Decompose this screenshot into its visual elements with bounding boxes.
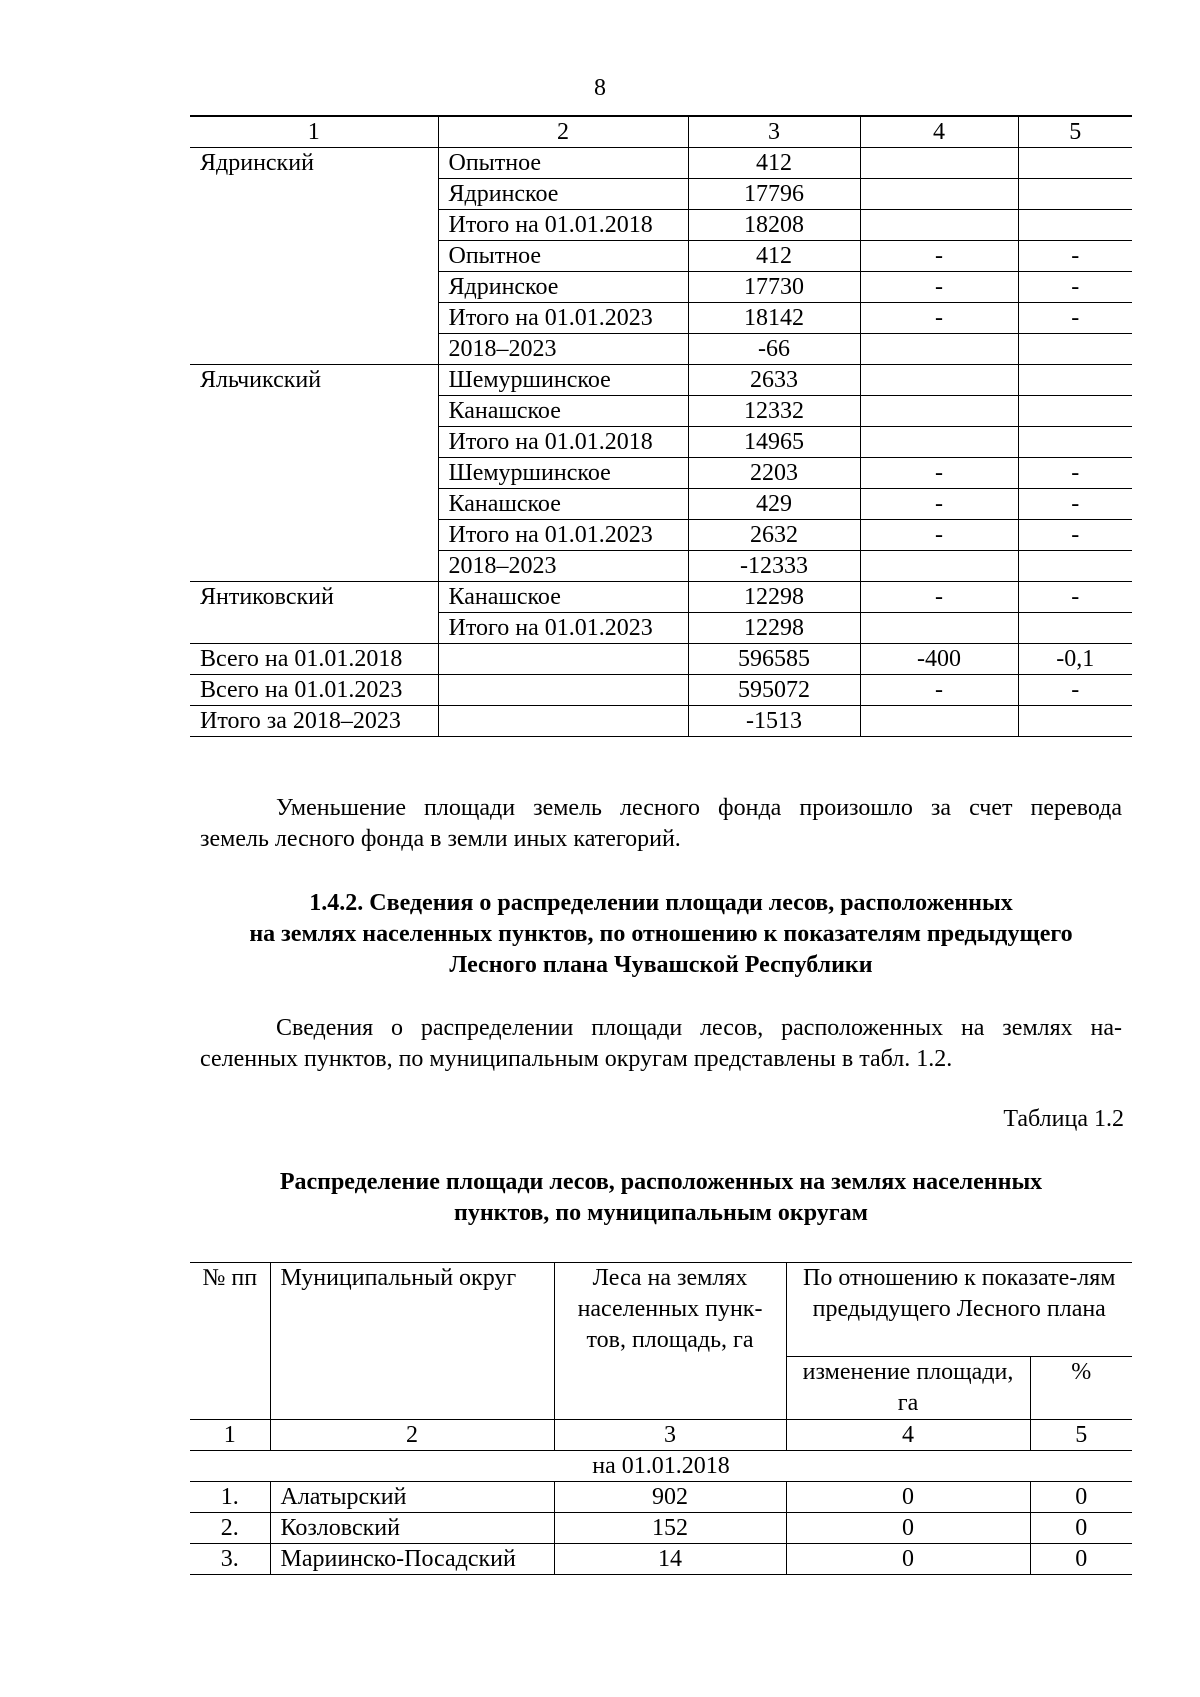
change-cell [860,210,1018,241]
column-number-cell: 4 [786,1420,1030,1451]
forestry-cell: Итого на 01.01.2023 [438,303,688,334]
area-cell: 12298 [688,613,860,644]
section-heading-line: на землях населенных пунктов, по отношению к показателям предыдущего [249,921,1073,947]
district-cell: Яльчикский [190,365,438,582]
change-cell [860,427,1018,458]
area-cell: 14 [554,1544,786,1575]
column-number-cell: 2 [270,1420,554,1451]
forestry-cell: Итого на 01.01.2018 [438,210,688,241]
forestry-cell: Канашское [438,489,688,520]
area-cell: 412 [688,148,860,179]
change-cell: - [860,489,1018,520]
column-number-cell: 5 [1030,1420,1132,1451]
table-row [190,582,1132,613]
total-row [190,675,1132,706]
paragraph-line: Уменьшение площади земель лесного фонда произошло за счет перевода [276,795,1122,821]
table2-title [190,1167,1132,1229]
area-cell: 429 [688,489,860,520]
column-number-cell: 5 [1018,116,1132,148]
column-number-row [190,1420,1132,1451]
percent-cell [1018,613,1132,644]
percent-cell: - [1018,303,1132,334]
section-heading-line: Лесного плана Чувашской Республики [449,952,873,978]
forestry-cell: Канашское [438,582,688,613]
forestry-cell [438,644,688,675]
change-cell: - [860,272,1018,303]
paragraph-line: земель лесного фонда в земли иных категорий. [200,826,681,852]
table-row [190,1544,1132,1575]
district-cell: Алатырский [270,1482,554,1513]
forestry-cell [438,675,688,706]
column-number-cell: 4 [860,116,1018,148]
header-num: № пп [190,1263,270,1420]
change-cell [860,706,1018,737]
row-number-cell: 2. [190,1513,270,1544]
total-row [190,644,1132,675]
area-cell: -1513 [688,706,860,737]
area-cell: 596585 [688,644,860,675]
change-cell [860,179,1018,210]
forestry-cell: Опытное [438,148,688,179]
percent-cell: 0 [1030,1482,1132,1513]
area-cell: 2632 [688,520,860,551]
header-district: Муниципальный округ [270,1263,554,1420]
change-cell [860,365,1018,396]
change-cell: 0 [786,1544,1030,1575]
forestry-cell: Опытное [438,241,688,272]
settlement-forests-table [190,1262,1132,1575]
percent-cell: - [1018,241,1132,272]
area-cell: 18208 [688,210,860,241]
change-cell [860,613,1018,644]
forestry-cell: Канашское [438,396,688,427]
change-cell [860,551,1018,582]
row-number-cell: 3. [190,1544,270,1575]
forestry-cell: Шемуршинское [438,365,688,396]
change-cell [860,396,1018,427]
paragraph-line: селенных пунктов, по муниципальным округам представлены в табл. 1.2. [200,1046,953,1072]
section-label-cell: на 01.01.2018 [190,1451,1132,1482]
percent-cell: - [1018,458,1132,489]
page-number: 8 [594,75,606,101]
total-row [190,706,1132,737]
percent-cell: 0 [1030,1544,1132,1575]
change-cell: 0 [786,1482,1030,1513]
table-row [190,1513,1132,1544]
forestry-cell: 2018–2023 [438,334,688,365]
change-cell: - [860,675,1018,706]
area-cell: 2203 [688,458,860,489]
area-cell: 12298 [688,582,860,613]
area-cell: 595072 [688,675,860,706]
table2-title-line: Распределение площади лесов, расположенных на землях населенных [279,1169,1043,1195]
change-cell [860,148,1018,179]
district-cell: Ядринский [190,148,438,365]
table-caption: Таблица 1.2 [1003,1106,1124,1132]
percent-cell [1018,706,1132,737]
area-cell: -66 [688,334,860,365]
header-change: изменение площади, га [786,1356,1030,1419]
percent-cell: - [1018,272,1132,303]
column-number-cell: 3 [554,1420,786,1451]
area-cell: 17796 [688,179,860,210]
change-cell: - [860,458,1018,489]
header-area: Леса на землях населенных пунк-тов, площадь, га [554,1263,786,1420]
forest-fund-table [190,115,1132,737]
percent-cell [1018,551,1132,582]
table2-title-line: пунктов, по муниципальным округам [453,1200,869,1226]
forestry-cell: Итого на 01.01.2023 [438,613,688,644]
column-number-cell: 1 [190,116,438,148]
total-label-cell: Итого за 2018–2023 [190,706,438,737]
area-cell: 152 [554,1513,786,1544]
percent-cell: - [1018,520,1132,551]
change-cell: - [860,520,1018,551]
forestry-cell: Шемуршинское [438,458,688,489]
forestry-cell [438,706,688,737]
section-heading [190,888,1132,981]
percent-cell [1018,396,1132,427]
area-cell: 2633 [688,365,860,396]
paragraph-distribution-cont [200,1044,1122,1075]
change-cell: 0 [786,1513,1030,1544]
area-cell: 18142 [688,303,860,334]
column-number-cell: 2 [438,116,688,148]
percent-cell [1018,427,1132,458]
paragraph-forest-decrease-cont [200,824,1122,855]
area-cell: 12332 [688,396,860,427]
area-cell: 902 [554,1482,786,1513]
forestry-cell: 2018–2023 [438,551,688,582]
table-row [190,148,1132,179]
percent-cell: 0 [1030,1513,1132,1544]
percent-cell [1018,210,1132,241]
percent-cell: -0,1 [1018,644,1132,675]
percent-cell [1018,365,1132,396]
column-number-cell: 3 [688,116,860,148]
percent-cell: - [1018,582,1132,613]
section-heading-line: 1.4.2. Сведения о распределении площади лесов, расположенных [309,890,1013,916]
table-row [190,1482,1132,1513]
column-number-row [190,116,1132,148]
total-label-cell: Всего на 01.01.2018 [190,644,438,675]
district-cell: Козловский [270,1513,554,1544]
percent-cell: - [1018,489,1132,520]
change-cell: -400 [860,644,1018,675]
percent-cell [1018,334,1132,365]
header-percent: % [1030,1356,1132,1419]
change-cell [860,334,1018,365]
paragraph-line: Сведения о распределении площади лесов, расположенных на землях на- [276,1015,1122,1041]
row-number-cell: 1. [190,1482,270,1513]
column-number-cell: 1 [190,1420,270,1451]
percent-cell: - [1018,675,1132,706]
district-cell: Янтиковский [190,582,438,644]
forestry-cell: Итого на 01.01.2018 [438,427,688,458]
percent-cell [1018,148,1132,179]
area-cell: 17730 [688,272,860,303]
change-cell: - [860,241,1018,272]
forestry-cell: Ядринское [438,179,688,210]
table2-header-row [190,1263,1132,1357]
section-row [190,1451,1132,1482]
header-comparison: По отношению к показате-лям предыдущего Лесного плана [786,1263,1132,1357]
percent-cell [1018,179,1132,210]
table-row [190,365,1132,396]
forestry-cell: Ядринское [438,272,688,303]
total-label-cell: Всего на 01.01.2023 [190,675,438,706]
district-cell: Мариинско-Посадский [270,1544,554,1575]
forestry-cell: Итого на 01.01.2023 [438,520,688,551]
area-cell: 412 [688,241,860,272]
change-cell: - [860,303,1018,334]
area-cell: 14965 [688,427,860,458]
change-cell: - [860,582,1018,613]
area-cell: -12333 [688,551,860,582]
